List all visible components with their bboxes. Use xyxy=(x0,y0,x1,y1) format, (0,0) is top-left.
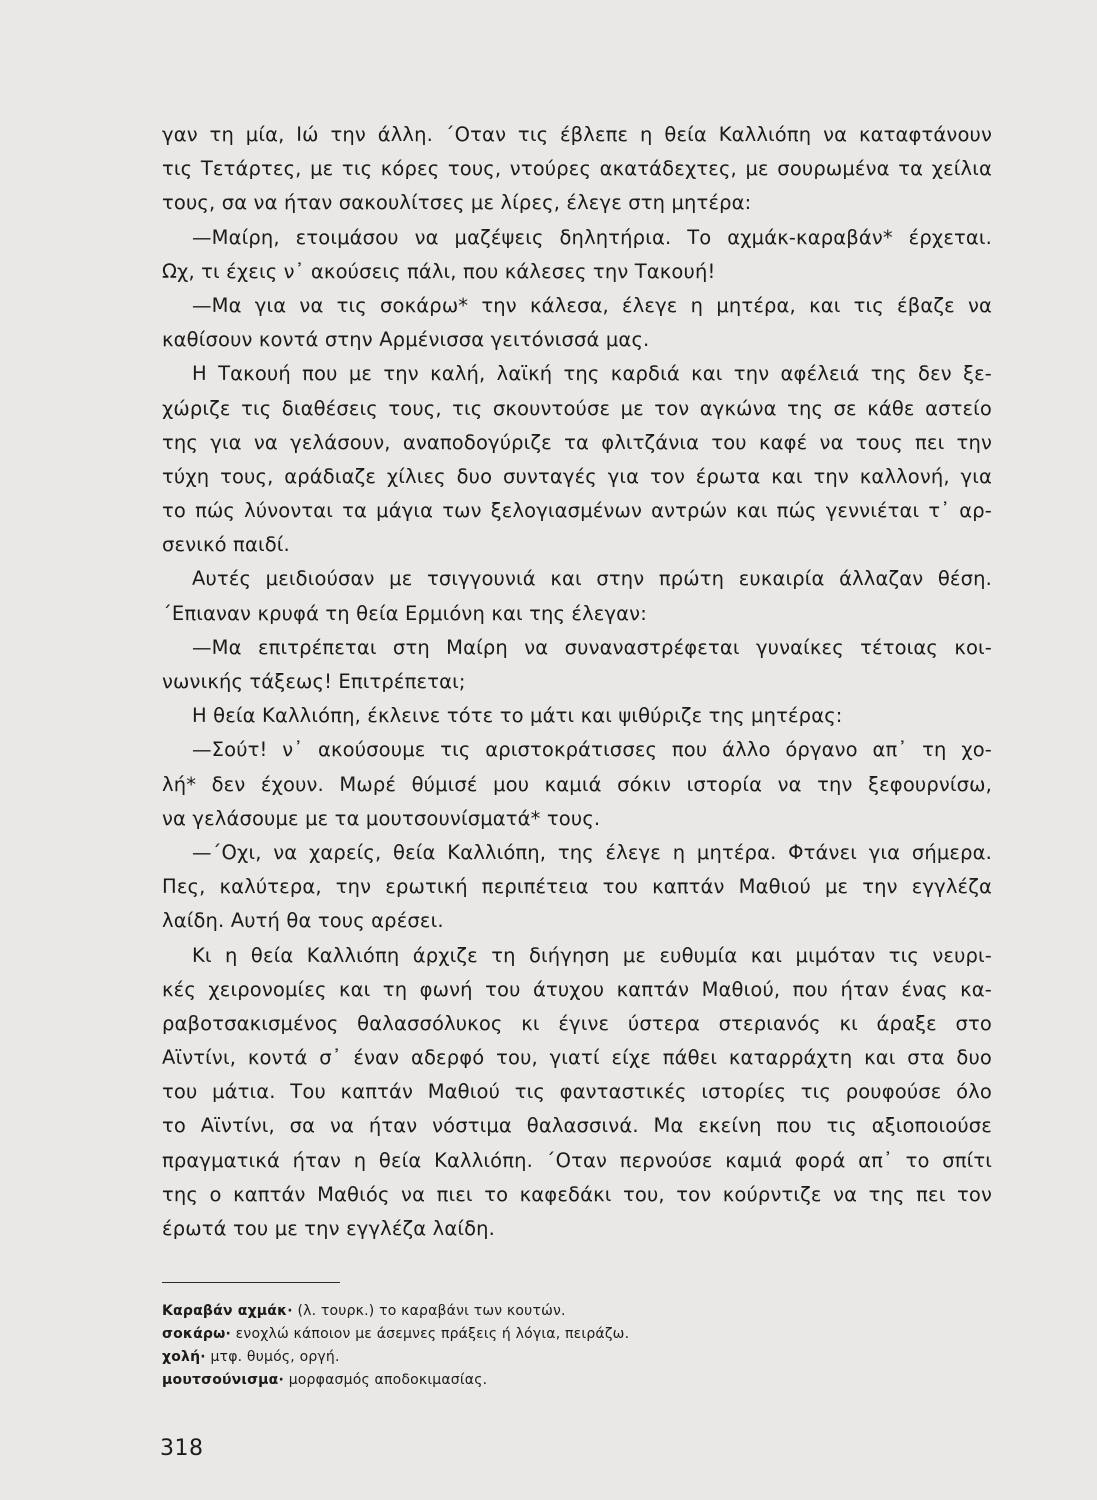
text-line: της ο καπτάν Μαθιός να πιει το καφεδάκι του, τον κούρντιζε να της πει τον xyxy=(162,1182,992,1206)
text-line: πραγματικά ήταν η θεία Καλλιόπη. ΄Οταν περνούσε καμιά φορά απ᾽ το σπίτι xyxy=(162,1148,992,1172)
text-line: Ωχ, τι έχεις ν᾽ ακούσεις πάλι, που κάλεσες την Τακουή! xyxy=(162,259,716,283)
text-line: χώριζε τις διαθέσεις τους, τις σκουντούσε με τον αγκώνα της σε κάθε αστείο xyxy=(162,396,992,420)
footnote xyxy=(162,1369,862,1392)
text-line: —Μαίρη, ετοιμάσου να μαζέψεις δηλητήρια. Το αχμάκ-καραβάν* έρχεται. xyxy=(192,225,992,249)
text-line: —΄Οχι, να χαρείς, θεία Καλλιόπη, της έλεγε η μητέρα. Φτάνει για σήμερα. xyxy=(192,840,992,864)
footnote-definition: μορφασμός αποδοκιμασίας. xyxy=(288,1372,488,1388)
text-line: του μάτια. Του καπτάν Μαθιού τις φανταστικές ιστορίες τις ρουφούσε όλο xyxy=(162,1080,992,1104)
footnote xyxy=(162,1300,862,1323)
text-line: Αυτές μειδιούσαν με τσιγγουνιά και στην πρώτη ευκαιρία άλλαζαν θέση. xyxy=(192,567,992,591)
text-line: νωνικής τάξεως! Επιτρέπεται; xyxy=(162,670,466,693)
text-line: Η θεία Καλλιόπη, έκλεινε τότε το μάτι και ψιθύριζε της μητέρας: xyxy=(192,704,843,728)
page-number: 318 xyxy=(160,1436,204,1461)
text-line: καθίσουν κοντά στην Αρμένισσα γειτόνισσά μας. xyxy=(162,328,650,352)
text-line: Πες, καλύτερα, την ερωτική περιπέτεια του καπτάν Μαθιού με την εγγλέζα xyxy=(162,875,992,899)
footnote-definition: (λ. τουρκ.) το καραβάνι των κουτών. xyxy=(297,1303,566,1319)
footnote-definition: ενοχλώ κάποιον με άσεμνες πράξεις ή λόγια, πειράζω. xyxy=(235,1326,630,1342)
body-text xyxy=(162,118,992,1246)
text-line: το Αϊντίνι, σα να ήταν νόστιμα θαλασσινά. Μα εκείνη που τις αξιοποιούσε xyxy=(162,1114,992,1138)
text-line: έρωτά του με την εγγλέζα λαίδη. xyxy=(162,1217,496,1240)
text-line: τους, σα να ήταν σακουλίτσες με λίρες, έλεγε στη μητέρα: xyxy=(162,191,752,215)
footnote xyxy=(162,1346,862,1369)
footnote-term: μουτσούνισμα· xyxy=(162,1372,285,1388)
footnote-term: Καραβάν αχμάκ· xyxy=(162,1303,293,1319)
text-line: λή* δεν έχουν. Μωρέ θύμισέ μου καμιά σόκιν ιστορία να την ξεφουρνίσω, xyxy=(162,772,992,796)
text-line: γαν τη μία, Ιώ την άλλη. ΄Οταν τις έβλεπε η θεία Καλλιόπη να καταφτάνουν xyxy=(162,123,992,146)
text-line: σενικό παιδί. xyxy=(162,533,290,557)
footnote-definition: μτφ. θυμός, οργή. xyxy=(210,1349,340,1365)
footnotes xyxy=(162,1300,862,1392)
text-line: λαίδη. Αυτή θα τους αρέσει. xyxy=(162,909,444,933)
text-line: —Μα επιτρέπεται στη Μαίρη να συναναστρέφεται γυναίκες τέτοιας κοι- xyxy=(192,635,992,659)
text-line: ΄Επιαναν κρυφά τη θεία Ερμιόνη και της έλεγαν: xyxy=(162,601,647,625)
text-line: Κι η θεία Καλλιόπη άρχιζε τη διήγηση με ευθυμία και μιμόταν τις νευρι- xyxy=(192,943,992,967)
footnote xyxy=(162,1323,862,1346)
footnote-term: χολή· xyxy=(162,1349,206,1365)
text-line: —Σούτ! ν᾽ ακούσουμε τις αριστοκράτισσες που άλλο όργανο απ᾽ τη χο- xyxy=(192,738,992,762)
text-line: της για να γελάσουν, αναποδογύριζε τα φλιτζάνια του καφέ να τους πει την xyxy=(162,430,992,454)
text-line: κές χειρονομίες και τη φωνή του άτυχου καπτάν Μαθιού, που ήταν ένας κα- xyxy=(162,977,992,1001)
text-line: να γελάσουμε με τα μουτσουνίσματά* τους. xyxy=(162,806,601,830)
text-line: τύχη τους, αράδιαζε χίλιες δυο συνταγές για τον έρωτα και την καλλονή, για xyxy=(162,464,992,488)
text-line: ραβοτσακισμένος θαλασσόλυκος κι έγινε ύστερα στεριανός κι άραξε στο xyxy=(162,1011,992,1035)
text-line: Αϊντίνι, κοντά σ᾽ έναν αδερφό του, γιατί είχε πάθει καταρράχτη και στα δυο xyxy=(162,1046,992,1070)
text-line: —Μα για να τις σοκάρω* την κάλεσα, έλεγε η μητέρα, και τις έβαζε να xyxy=(192,293,992,317)
text-line: τις Τετάρτες, με τις κόρες τους, ντούρες ακατάδεχτες, με σουρωμένα τα χείλια xyxy=(162,157,992,181)
footnote-term: σοκάρω· xyxy=(162,1326,231,1342)
text-line: το πώς λύνονται τα μάγια των ξελογιασμένων αντρών και πώς γεννιέται τ᾽ αρ- xyxy=(162,499,992,523)
text-line: Η Τακουή που με την καλή, λαϊκή της καρδιά και την αφέλειά της δεν ξε- xyxy=(192,362,992,386)
footnote-separator xyxy=(162,1282,340,1283)
